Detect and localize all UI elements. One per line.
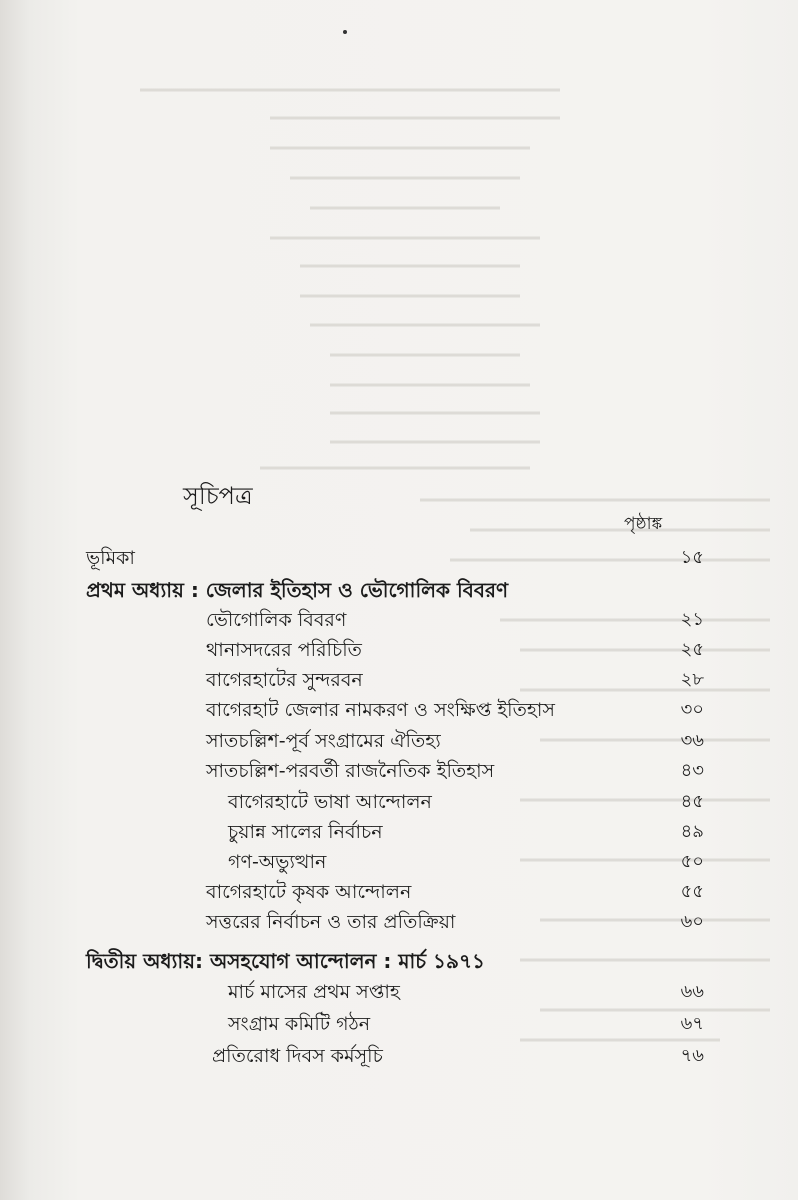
toc-entry-label: সত্তরের নির্বাচন ও তার প্রতিক্রিয়া [206, 911, 456, 933]
toc-entry-label: বাগেরহাটে কৃষক আন্দোলন [206, 881, 412, 903]
toc-entry-page: ৩৬ [680, 730, 704, 751]
toc-chapter-heading [0, 576, 798, 606]
toc-entry-label: বাগেরহাটের সুন্দরবন [206, 669, 363, 691]
toc-entry [0, 978, 798, 1008]
toc-entry-label: সাতচল্লিশ-পরবর্তী রাজনৈতিক ইতিহাস [206, 760, 495, 782]
toc-entry-page: ২৮ [680, 669, 704, 690]
toc-chapter-heading [0, 947, 798, 977]
toc-entry [0, 1010, 798, 1040]
toc-entry-page: ৪৫ [680, 791, 704, 812]
toc-subentry [0, 818, 798, 848]
toc-entry [0, 666, 798, 696]
toc-entry-page: ৭৬ [680, 1045, 704, 1066]
toc-entry-label: থানাসদরের পরিচিতি [206, 639, 362, 661]
toc-entry-label: বাগেরহাট জেলার নামকরণ ও সংক্ষিপ্ত ইতিহাস [206, 699, 555, 721]
toc-entry [0, 1042, 798, 1072]
toc-entry-page: ৩০ [680, 699, 704, 720]
toc-entry [0, 908, 798, 938]
toc-entry-label: বাগেরহাটে ভাষা আন্দোলন [228, 791, 432, 813]
toc-entry-label: ভূমিকা [86, 547, 135, 569]
toc-subentry [0, 848, 798, 878]
page-title: সূচিপত্র [183, 482, 253, 510]
toc-entry-page: ৬০ [680, 911, 704, 932]
toc-entry-page: ৪৩ [680, 760, 704, 781]
toc-entry [0, 544, 798, 574]
toc-entry-page: ৫০ [680, 851, 704, 872]
toc-entry [0, 727, 798, 757]
toc-chapter-label: প্রথম অধ্যায় : জেলার ইতিহাস ও ভৌগোলিক বিবরণ [86, 578, 509, 602]
page-number-column-header: পৃষ্ঠাঙ্ক [624, 514, 663, 534]
toc-entry-page: ৬৬ [680, 981, 704, 1002]
toc-entry [0, 696, 798, 726]
toc-entry-page: ২৫ [680, 639, 704, 660]
toc-entry-label: সাতচল্লিশ-পূর্ব সংগ্রামের ঐতিহ্য [206, 730, 441, 752]
toc-entry-page: ৫৫ [680, 881, 704, 902]
toc-entry [0, 636, 798, 666]
toc-entry-page: ৬৭ [680, 1013, 704, 1034]
toc-chapter-label: দ্বিতীয় অধ্যায়: অসহযোগ আন্দোলন : মার্চ ১৯৭১ [86, 949, 485, 973]
toc-entry-page: ২১ [680, 609, 704, 630]
toc-subentry [0, 788, 798, 818]
toc-entry-label: গণ-অভ্যুত্থান [228, 851, 327, 873]
toc-entry-label: সংগ্রাম কমিটি গঠন [228, 1013, 371, 1035]
toc-entry-label: চুয়ান্ন সালের নির্বাচন [228, 821, 383, 843]
ink-speck [343, 30, 347, 34]
toc-entry-label: ভৌগোলিক বিবরণ [206, 609, 347, 631]
toc-entry [0, 757, 798, 787]
toc-entry-label: মার্চ মাসের প্রথম সপ্তাহ [228, 981, 400, 1003]
toc-entry [0, 606, 798, 636]
toc-entry [0, 878, 798, 908]
toc-entry-label: প্রতিরোধ দিবস কর্মসূচি [212, 1045, 383, 1067]
toc-entry-page: ৪৯ [680, 821, 704, 842]
toc-entry-page: ১৫ [680, 547, 704, 568]
